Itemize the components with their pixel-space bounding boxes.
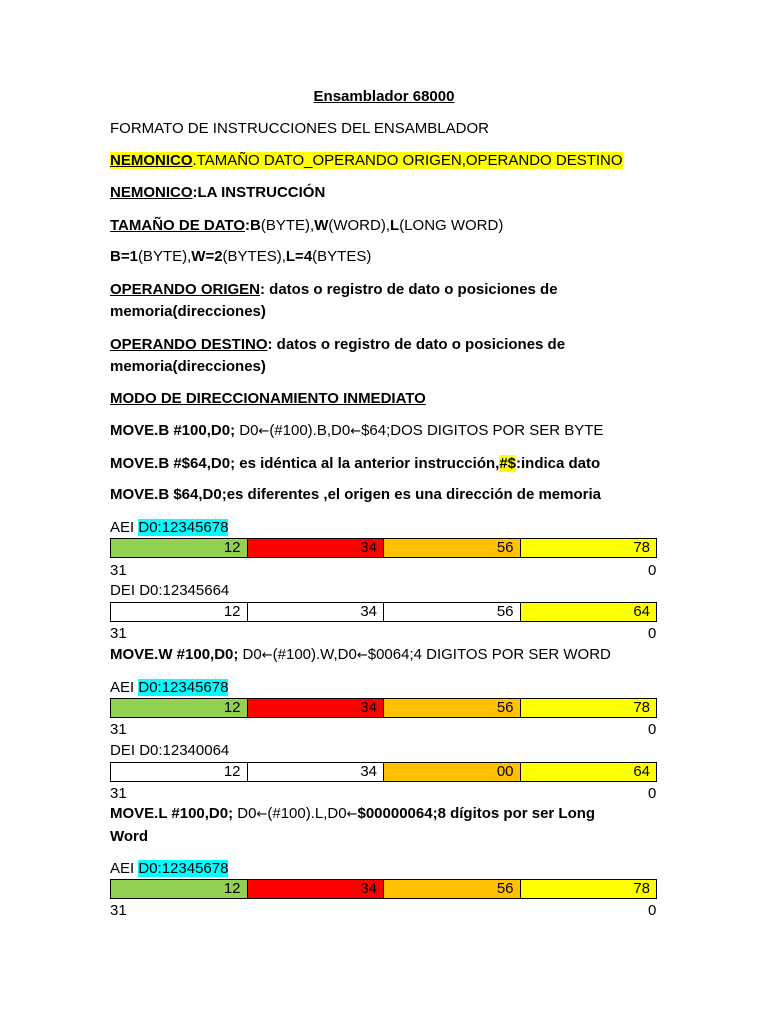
destino-definition-cont: memoria(direcciones)	[110, 358, 266, 375]
register-byte-2: 34	[248, 699, 385, 717]
tamano-l: L	[390, 217, 400, 234]
tamano-l-text: (LONG WORD)	[399, 217, 504, 234]
tamano-w: W	[314, 217, 329, 234]
register-byte-1: 00	[384, 763, 521, 781]
register-byte-1: 56	[384, 880, 521, 898]
move-l-mid: (#100).L,D0	[267, 805, 347, 822]
register-box	[110, 879, 657, 899]
move-b1-d0: D0	[235, 422, 259, 439]
size-b: B=1	[110, 248, 138, 265]
register-byte-0: 78	[521, 539, 657, 557]
register-msb: 31	[110, 785, 127, 802]
nemonico-term: NEMONICO	[110, 184, 193, 201]
size-w-text: (BYTES),	[222, 248, 286, 265]
left-arrow-icon: ←	[261, 648, 273, 663]
register-value: D0:12340064	[139, 742, 230, 759]
register-byte-2: 34	[248, 880, 385, 898]
register-byte-1: 56	[384, 699, 521, 717]
nemonico-text: LA INSTRUCCIÓN	[197, 184, 326, 201]
register-lsb: 0	[648, 785, 657, 802]
origen-definition	[110, 279, 558, 301]
move-b1-mid: (#100).B,D0	[269, 422, 351, 439]
move-l-instr: MOVE.L #100,D0	[110, 805, 229, 822]
sizes-line	[110, 246, 371, 268]
move-l-line-cont: Word	[110, 828, 149, 845]
format-heading: FORMATO DE INSTRUCCIONES DEL ENSAMBLADOR	[110, 120, 489, 137]
move-w-end: $0064;4 DIGITOS POR SER WORD	[367, 646, 611, 663]
register-byte-2: 34	[248, 539, 385, 557]
destino-definition	[110, 334, 565, 356]
nemonico-definition	[110, 182, 325, 204]
register-msb: 31	[110, 625, 127, 642]
size-b-text: (BYTE),	[137, 248, 192, 265]
move-l-semi: ;	[228, 805, 234, 822]
origen-text: : datos o registro de dato o posiciones de	[260, 281, 558, 298]
move-w-d0: D0	[238, 646, 262, 663]
register-box	[110, 698, 657, 718]
register-msb: 31	[110, 721, 127, 738]
register-label	[110, 677, 228, 699]
register-byte-0: 64	[521, 603, 657, 621]
move-b2-text: ; es idéntica al la anterior instrucción,	[230, 455, 500, 472]
modo-heading: MODO DE DIRECCIONAMIENTO INMEDIATO	[110, 390, 426, 407]
move-l-line	[110, 803, 595, 826]
left-arrow-icon: ←	[258, 424, 270, 439]
destino-term: OPERANDO DESTINO	[110, 336, 268, 353]
register-label	[110, 580, 229, 602]
register-lsb: 0	[648, 902, 657, 919]
left-arrow-icon: ←	[356, 648, 368, 663]
register-value: D0:12345664	[139, 582, 230, 599]
move-l-end: $00000064;8 dígitos por ser Long	[357, 805, 596, 822]
register-prefix: AEI	[110, 519, 139, 536]
register-label	[110, 858, 228, 880]
move-b1-end: $64;DOS DIGITOS POR SER BYTE	[361, 422, 604, 439]
nemonico-colon: :	[192, 184, 198, 201]
tamano-w-text: (WORD),	[328, 217, 391, 234]
format-line	[110, 150, 623, 172]
tamano-definition	[110, 215, 503, 237]
register-value: D0:12345678	[138, 519, 229, 536]
move-w-semi: ;	[233, 646, 239, 663]
register-value: D0:12345678	[138, 679, 229, 696]
register-byte-1: 56	[384, 539, 521, 557]
register-byte-3: 12	[111, 763, 248, 781]
origen-definition-cont: memoria(direcciones)	[110, 303, 266, 320]
left-arrow-icon: ←	[346, 807, 358, 822]
tamano-colon: :	[245, 217, 250, 234]
register-byte-0: 64	[521, 763, 657, 781]
register-label	[110, 740, 229, 762]
size-w: W=2	[191, 248, 223, 265]
move-b1-line	[110, 420, 603, 443]
register-prefix: DEI	[110, 742, 140, 759]
left-arrow-icon: ←	[256, 807, 268, 822]
register-byte-2: 34	[248, 763, 385, 781]
register-byte-0: 78	[521, 699, 657, 717]
move-l-d0: D0	[233, 805, 257, 822]
left-arrow-icon: ←	[350, 424, 362, 439]
register-byte-1: 56	[384, 603, 521, 621]
move-b2-highlight: #$	[499, 455, 516, 472]
move-b1-instr: MOVE.B #100,D0	[110, 422, 231, 439]
register-lsb: 0	[648, 562, 657, 579]
register-value: D0:12345678	[138, 860, 229, 877]
register-byte-3: 12	[111, 603, 248, 621]
destino-text: : datos o registro de dato o posiciones de	[267, 336, 566, 353]
register-lsb: 0	[648, 625, 657, 642]
register-byte-3: 12	[111, 539, 248, 557]
origen-term: OPERANDO ORIGEN	[110, 281, 261, 298]
move-w-instr: MOVE.W #100,D0	[110, 646, 234, 663]
size-l-text: (BYTES)	[312, 248, 372, 265]
register-prefix: AEI	[110, 679, 139, 696]
register-box	[110, 762, 657, 782]
move-b1-semi: ;	[230, 422, 236, 439]
register-msb: 31	[110, 902, 127, 919]
format-rest: .TAMAÑO DATO_OPERANDO ORIGEN,OPERANDO DESTINO	[192, 152, 623, 169]
move-b2-line	[110, 453, 600, 475]
register-msb: 31	[110, 562, 127, 579]
register-box	[110, 602, 657, 622]
move-w-line	[110, 644, 611, 667]
move-b3-line: MOVE.B $64,D0;es diferentes ,el origen es una dirección de memoria	[110, 486, 602, 503]
register-prefix: AEI	[110, 860, 139, 877]
tamano-b-text: (BYTE),	[260, 217, 315, 234]
tamano-term: TAMAÑO DE DATO	[110, 217, 245, 234]
size-l: L=4	[285, 248, 313, 265]
format-nemonico: NEMONICO	[110, 152, 193, 169]
tamano-b: B	[250, 217, 261, 234]
register-lsb: 0	[648, 721, 657, 738]
move-b2-instr: MOVE.B #$64,D0	[110, 455, 231, 472]
register-prefix: DEI	[110, 582, 140, 599]
register-byte-0: 78	[521, 880, 657, 898]
register-box	[110, 538, 657, 558]
register-byte-3: 12	[111, 880, 248, 898]
page-title: Ensamblador 68000	[313, 88, 455, 105]
register-byte-3: 12	[111, 699, 248, 717]
move-w-mid: (#100).W,D0	[272, 646, 357, 663]
move-b2-end: :indica dato	[516, 455, 601, 472]
register-label	[110, 517, 228, 539]
register-byte-2: 34	[248, 603, 385, 621]
